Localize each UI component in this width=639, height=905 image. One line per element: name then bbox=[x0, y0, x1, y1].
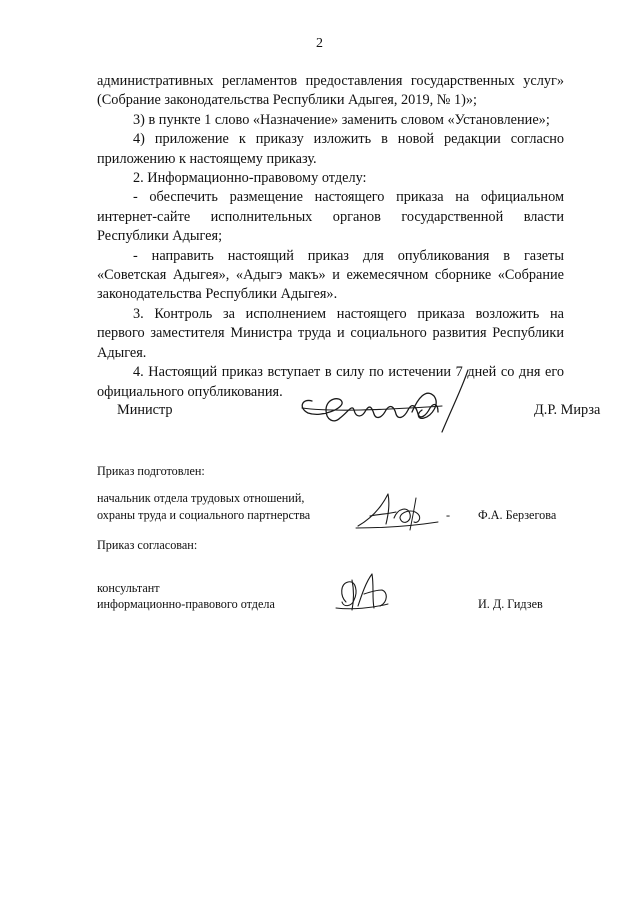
minister-signature bbox=[292, 368, 492, 438]
prepared-dash: - bbox=[446, 508, 451, 522]
paragraph: 4) приложение к приказу изложить в новой редакции согласно приложению к настоящему приказу. bbox=[97, 131, 564, 167]
agreed-name: И. Д. Гидзев bbox=[478, 597, 543, 611]
paragraph: 3. Контроль за исполнением настоящего приказа возложить на первого заместителя Министра труда и социального развития Республики Адыгея. bbox=[97, 305, 564, 361]
paragraph: - направить настоящий приказ для опубликования в газеты «Советская Адыгея», «Адыгэ макъ» и ежемесячном сборнике «Собрание законодательства Республики Адыгея». bbox=[97, 247, 564, 303]
paragraph: 2. Информационно-правовому отделу: bbox=[133, 170, 367, 187]
prepared-position-line2: охраны труда и социального партнерства bbox=[97, 508, 311, 522]
document-body bbox=[97, 72, 564, 402]
minister-name: Д.Р. Мирза bbox=[534, 402, 601, 418]
prepared-position-line1: начальник отдела трудовых отношений, bbox=[97, 491, 305, 505]
paragraph: - обеспечить размещение настоящего приказа на официальном интернет-сайте исполнительных органов государственной власти Республики Адыгея; bbox=[97, 189, 564, 245]
page-number: 2 bbox=[316, 36, 323, 51]
paragraph: 4. Настоящий приказ вступает в силу по истечении 7 дней со дня его официального опубликования. bbox=[97, 364, 564, 400]
paragraph: административных регламентов предоставления государственных услуг» (Собрание законодательства Республики Адыгея, 2019, № 1)»; bbox=[97, 73, 564, 109]
prepared-name: Ф.А. Берзегова bbox=[478, 508, 557, 522]
prepared-heading: Приказ подготовлен: bbox=[97, 464, 205, 478]
agreed-signature bbox=[332, 566, 392, 616]
agreed-heading: Приказ согласован: bbox=[97, 538, 198, 552]
paragraph: 3) в пункте 1 слово «Назначение» заменить словом «Установление»; bbox=[133, 111, 550, 128]
prepared-signature bbox=[352, 488, 442, 533]
minister-position: Министр bbox=[117, 402, 173, 418]
agreed-position-line1: консультант bbox=[97, 581, 160, 595]
agreed-position-line2: информационно-правового отдела bbox=[97, 597, 275, 611]
